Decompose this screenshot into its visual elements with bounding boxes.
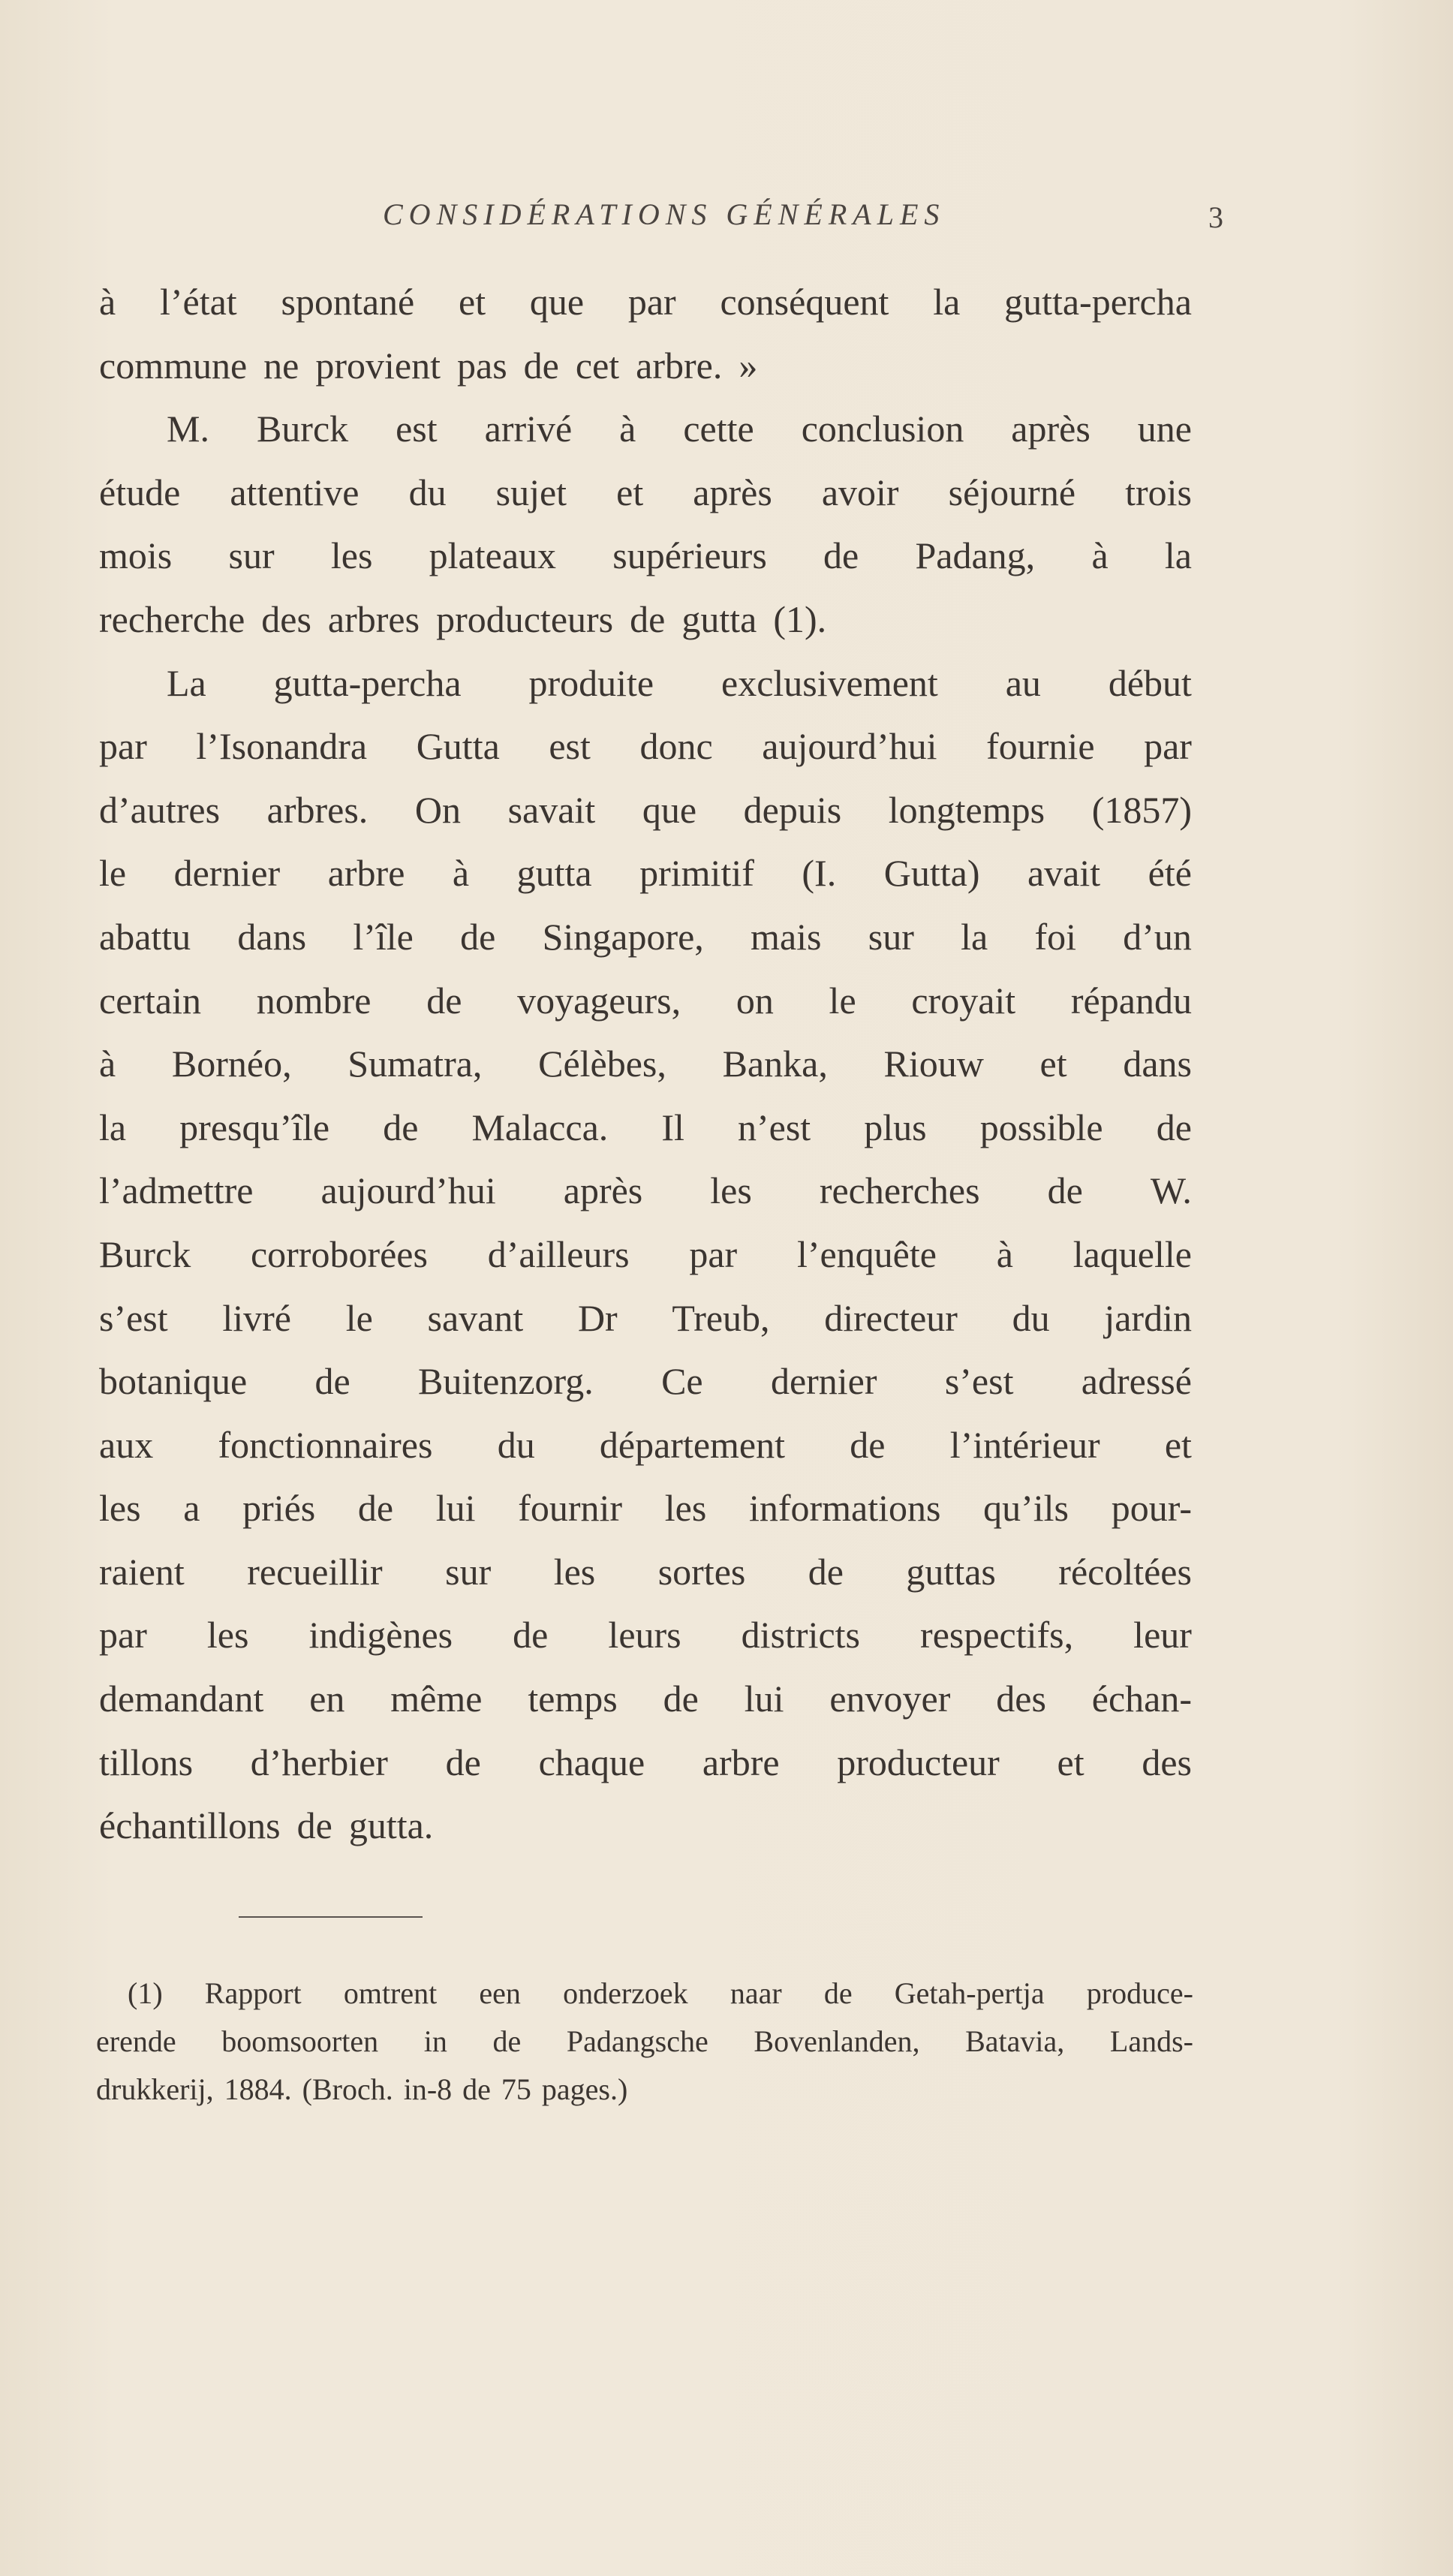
footnote-line: drukkerij, 1884. (Broch. in-8 de 75 pages.) bbox=[96, 2072, 628, 2106]
text-line: certain nombre de voyageurs, on le croyait répandu bbox=[99, 979, 1192, 1022]
text-line: à Bornéo, Sumatra, Célèbes, Banka, Riouw et dans bbox=[99, 1043, 1192, 1085]
footnote bbox=[96, 1970, 1193, 2114]
text-line: mois sur les plateaux supérieurs de Padang, à la bbox=[99, 534, 1192, 577]
page-header bbox=[98, 197, 1223, 242]
text-line: d’autres arbres. On savait que depuis longtemps (1857) bbox=[99, 788, 1192, 831]
text-line: commune ne provient pas de cet arbre. » bbox=[99, 344, 758, 387]
text-line: s’est livré le savant Dr Treub, directeur du jardin bbox=[99, 1296, 1192, 1339]
running-title: CONSIDÉRATIONS GÉNÉRALES bbox=[383, 197, 946, 231]
text-line: tillons d’herbier de chaque arbre producteur et des bbox=[99, 1741, 1192, 1783]
body-text bbox=[99, 270, 1192, 1858]
text-line: demandant en même temps de lui envoyer des échan- bbox=[99, 1678, 1192, 1720]
text-line: échantillons de gutta. bbox=[99, 1804, 434, 1847]
text-line: La gutta-percha produite exclusivement au début bbox=[167, 661, 1192, 704]
footnote-line: (1) Rapport omtrent een onderzoek naar de Getah-pertja produce- bbox=[128, 1976, 1193, 2010]
text-line: par l’Isonandra Gutta est donc aujourd’hui fournie par bbox=[99, 725, 1192, 768]
text-line: raient recueillir sur les sortes de guttas récoltées bbox=[99, 1550, 1192, 1593]
text-line: recherche des arbres producteurs de gutta (1). bbox=[99, 597, 827, 640]
text-line: le dernier arbre à gutta primitif (I. Gutta) avait été bbox=[99, 852, 1192, 895]
text-line: les a priés de lui fournir les informations qu’ils pour- bbox=[99, 1487, 1192, 1530]
text-line: à l’état spontané et que par conséquent la gutta-percha bbox=[99, 281, 1192, 323]
text-line: aux fonctionnaires du département de l’intérieur et bbox=[99, 1423, 1192, 1466]
footnote-separator bbox=[239, 1916, 423, 1918]
text-line: botanique de Buitenzorg. Ce dernier s’est adressé bbox=[99, 1360, 1192, 1403]
text-line: étude attentive du sujet et après avoir séjourné trois bbox=[99, 471, 1192, 513]
footnote-line: erende boomsoorten in de Padangsche Bovenlanden, Batavia, Lands- bbox=[96, 2024, 1193, 2058]
text-line: M. Burck est arrivé à cette conclusion après une bbox=[167, 408, 1192, 450]
text-line: l’admettre aujourd’hui après les recherches de W. bbox=[99, 1169, 1192, 1212]
text-line: par les indigènes de leurs districts respectifs, leur bbox=[99, 1614, 1192, 1657]
text-line: Burck corroborées d’ailleurs par l’enquête à laquelle bbox=[99, 1232, 1192, 1275]
text-line: abattu dans l’île de Singapore, mais sur la foi d’un bbox=[99, 915, 1192, 958]
page-number: 3 bbox=[1208, 200, 1223, 234]
text-line: la presqu’île de Malacca. Il n’est plus possible de bbox=[99, 1106, 1192, 1148]
